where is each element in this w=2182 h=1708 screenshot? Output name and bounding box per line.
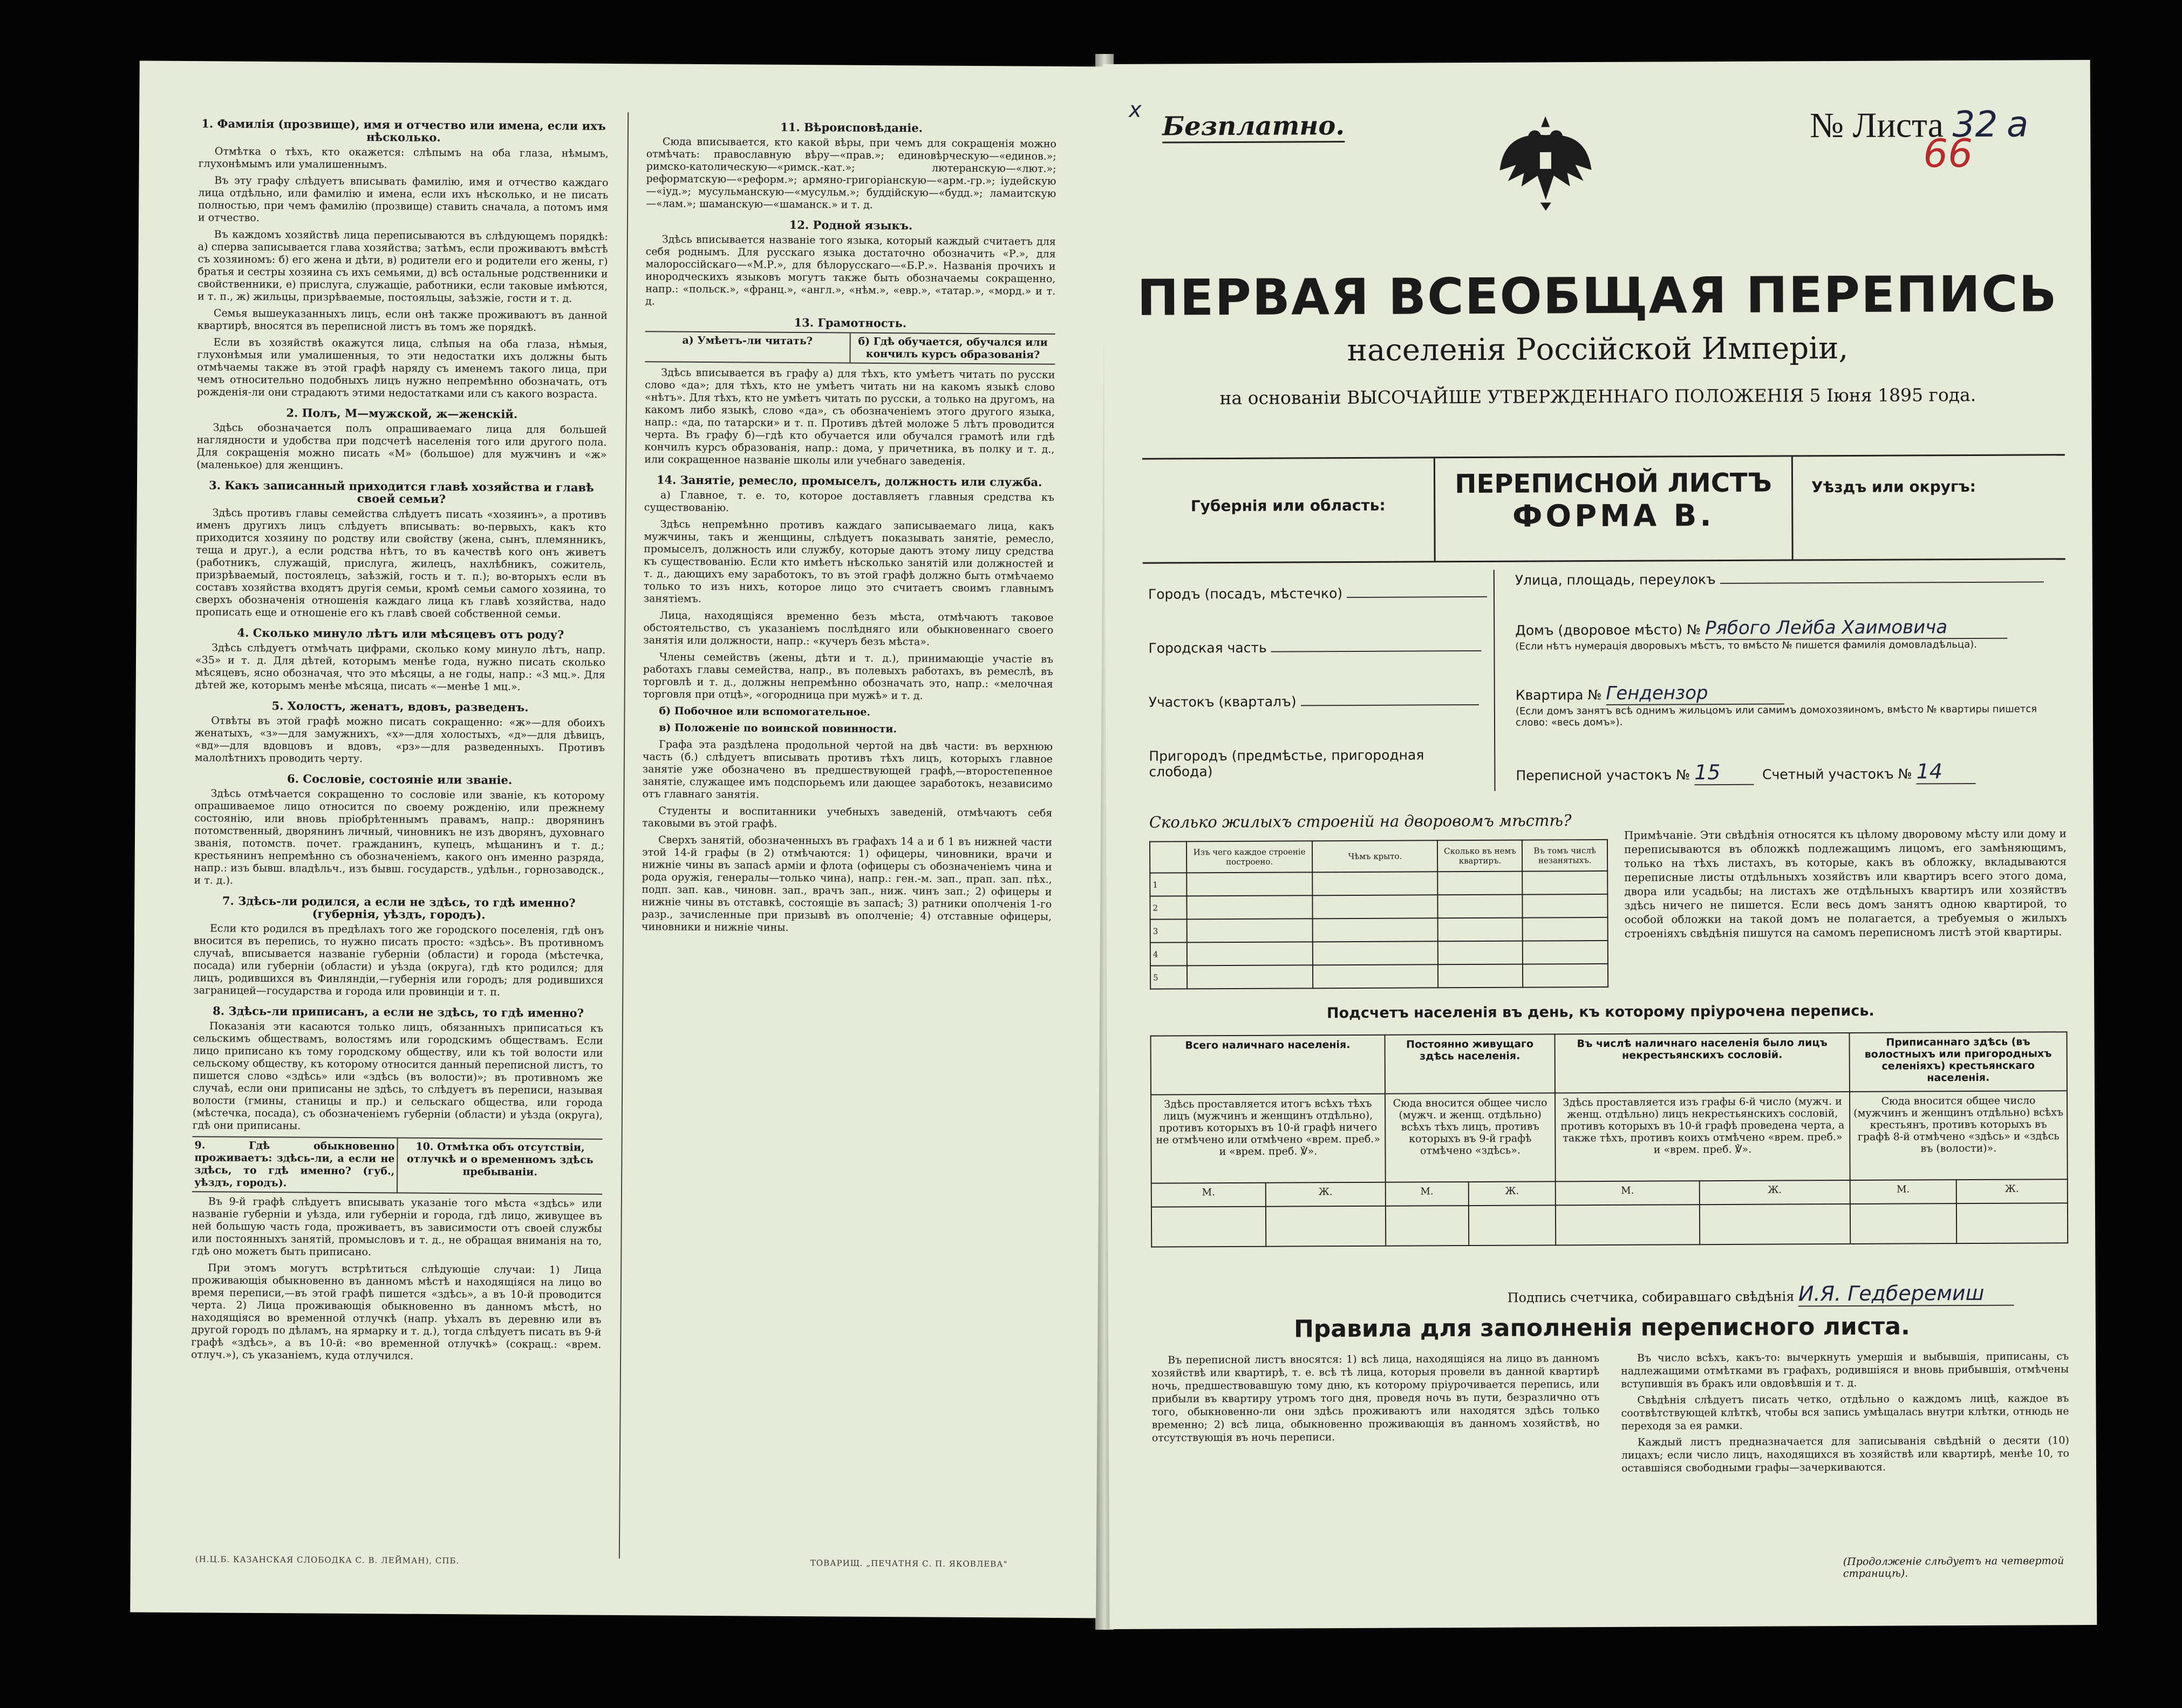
census-subtitle: населенія Россійской Имперіи,: [1347, 330, 1849, 369]
row-number: 3: [1150, 919, 1187, 942]
census-precinct-label: Переписной участокъ №: [1516, 767, 1690, 784]
item-7-heading: 7. Здѣсь-ли родился, а если не здѣсь, то гдѣ именно? (губернія, уѣздъ, городъ).: [222, 894, 576, 922]
province-label: Губернія или область:: [1190, 496, 1386, 515]
district-label: Уѣздъ или округъ:: [1811, 477, 1976, 496]
buildings-question: Сколько жилыхъ строеній на дворовомъ мѣстѣ?: [1149, 811, 1572, 832]
count-cell[interactable]: [1469, 1205, 1556, 1246]
table-cell[interactable]: [1187, 942, 1313, 965]
table-cell[interactable]: [1313, 895, 1438, 918]
street-field[interactable]: [1515, 570, 2044, 588]
count-cell[interactable]: [1850, 1203, 1956, 1244]
item-11-heading: 11. Вѣроисповѣданіе.: [780, 120, 923, 135]
city-label: Городъ (посадъ, мѣстечко): [1148, 586, 1343, 602]
census-title: ПЕРВАЯ ВСЕОБЩАЯ ПЕРЕПИСЬ: [1137, 265, 2058, 327]
table-cell[interactable]: [1523, 964, 1608, 988]
paragraph: Свѣдѣнія слѣдуетъ писать четко, отдѣльно о каждомъ лицѣ, каждое въ соотвѣтствующей клѣткѣ, чтобы вся запись умѣщалась внутри клѣтки, отнюдь не переходя за ея рамки.: [1621, 1392, 2069, 1432]
handwritten-x-mark: х: [1128, 97, 1142, 123]
female-label: Ж.: [1469, 1181, 1556, 1206]
paragraph: Здѣсь отмѣчается сокращенно то сословіе или званіе, къ которому опрашиваемое лицо относится по своему рожденію, или прежнему состоянію, или вновь пріобрѣтеннымъ правамъ, напр.: дворянинъ потомственный, дворянинъ личный, чиновникъ не изъ дворянъ, духовнаго званія, потомств. почет. гражданинъ, купецъ, мѣщанинъ и т. д.; крестьянинъ непремѣнно съ обозначеніемъ, какого онъ именно разряда, напр.: изъ бывш. владѣльч., изъ бывш. государств., удѣльн., горнозаводск., и т. д.).: [194, 787, 605, 887]
paragraph: Если въ хозяйствѣ окажутся лица, слѣпыя на оба глаза, нѣмыя, глухонѣмыя или умалишенныя, то эти недостатки ихъ должны быть отмѣчаемы также въ этой графѣ наряду съ именемъ такого лица, при чемъ относительно подобныхъ лицъ нужно непремѣнно обозначать, отъ рожденія-ли они страдаютъ этими недостатками или съ какого возраста.: [196, 336, 608, 400]
table-cell[interactable]: [1438, 964, 1523, 988]
count-header-peasant: Приписаннаго здѣсь (въ волостныхъ или пригородныхъ селеніяхъ) крестьянскаго населенія.: [1849, 1032, 2067, 1092]
paragraph: Здѣсь непремѣнно противъ каждаго записываемаго лица, какъ мужчины, такъ и женщины, слѣдуетъ показывать занятіе, ремесло, промыселъ, должность или службу, которые даютъ этому лицу средства къ существованію. Если кто имѣетъ нѣсколько занятій или должностей и т. д., дающихъ ему заработокъ, то въ этой графѣ должно быть отмѣчаемо только то изъ нихъ, которое лицо это считаетъ своимъ главнымъ занятіемъ.: [643, 518, 1054, 605]
census-precinct-field[interactable]: [1516, 759, 1975, 786]
form-title-box: [1434, 457, 1794, 561]
table-cell[interactable]: [1523, 941, 1608, 964]
paragraph: Въ эту графу слѣдуетъ вписывать фамилію, имя и отчество каждаго лица отдѣльно, или фамилію и имена, если ихъ нѣсколько, и не писать полностью, при чемъ фамилію (прозвище) ставить сначала, а потомъ имя и отчество.: [197, 174, 609, 224]
paragraph: Здѣсь вписывается названіе того языка, который каждый считаетъ для себя роднымъ. Для русскаго языка достаточно обозначить «Р.», для малороссійскаго—«М.Р.», для бѣлорусскаго—«Б.Р.». Названія прочихъ и инородческихъ языковъ могутъ также быть обозначаемы сокращенно, напр.: «польск.», «франц.», «англ.», «нѣм.», «евр.», «татар.», «морд.» и т. д.: [645, 233, 1056, 308]
table-cell[interactable]: [1438, 872, 1523, 895]
row-number: 5: [1150, 965, 1187, 989]
address-divider: [1494, 570, 1496, 791]
male-label: М.: [1850, 1180, 1956, 1204]
table-cell[interactable]: [1522, 871, 1607, 895]
rules-column-2: [1621, 1350, 2069, 1478]
item-1-subtext: Отмѣтка о тѣхъ, кто окажется: слѣпымъ на оба глаза, нѣмымъ, глухонѣмымъ или умалишеннымъ.: [198, 145, 609, 171]
paragraph: б) Побочное или вспомогательное.: [659, 705, 871, 718]
count-precinct-label: Счетный участокъ №: [1762, 766, 1912, 782]
item-14-heading: 14. Занятіе, ремесло, промыселъ, должность или служба.: [656, 473, 1042, 489]
form-header-box: [1142, 454, 2065, 563]
item-12-heading: 12. Родной языкъ.: [789, 217, 913, 233]
female-label: Ж.: [1700, 1180, 1850, 1205]
paragraph: Каждый листъ предназначается для записыванія свѣдѣній о десяти (10) лицахъ; если число лицъ, находящихся въ хозяйствѣ или квартирѣ, менѣе 10, то оставшіяся свободными графы—зачеркиваются.: [1621, 1434, 2069, 1474]
paragraph: Сюда вписывается, кто какой вѣры, при чемъ для сокращенія можно отмѣчать: православную вѣру—«прав.»; единовѣрческую—«единов.»; римско-католическую—«римск.-кат.»; лютеранскую—«лют.»; реформатскую—«реформ.»; армяно-григоріанскую—«арм.-гр.»; іудейскую—«іуд.»; мусульманскую—«мусульм.»; буддійскую—«будд.»; ламаитскую—«лам.»; шаманскую—«шаманск.» и т. д.: [646, 135, 1056, 211]
census-decree-line: на основаніи ВЫСОЧАЙШЕ УТВЕРЖДЕННАГО ПОЛОЖЕНІЯ 5 Іюня 1895 года.: [1219, 384, 1976, 409]
item-9-heading: 9. Гдѣ обыкновенно проживаетъ: здѣсь-ли, а если не здѣсь, то гдѣ именно? (губ., уѣздъ, городъ).: [192, 1137, 398, 1192]
table-row: [1150, 894, 1607, 920]
count-precinct-value: 14: [1917, 759, 1976, 784]
table-cell[interactable]: [1187, 918, 1313, 942]
city-part-label: Городская часть: [1148, 639, 1267, 656]
female-label: Ж.: [1266, 1182, 1386, 1207]
item-13a-label: а) Умѣетъ-ли читать?: [645, 332, 850, 362]
table-row: [1150, 964, 1608, 989]
table-cell[interactable]: [1313, 918, 1438, 942]
item-1-heading: 1. Фамилія (прозвище), имя и отчество или имена, если ихъ нѣсколько.: [201, 117, 606, 144]
paragraph: Въ переписной листъ вносятся: 1) всѣ лица, находящіяся на лицо въ данномъ хозяйствѣ или квартирѣ, т. е. всѣ тѣ лица, которыя провели въ данной квартирѣ ночь, предшествовавшую тому дню, къ которому пріурочивается перепись, или прибыли въ квартиру утромъ того дня, проведя ночь въ пути, безразлично отъ того, обыкновенно-ли они здѣсь проживаютъ или находятся здѣсь только временно; 2) всѣ лица, обыкновенно проживающія въ данномъ хозяйствѣ, но отсутствующія въ ночь переписи.: [1151, 1352, 1600, 1444]
rules-column-1: [1151, 1352, 1600, 1448]
count-header-non-peasant: Въ числѣ наличнаго населенія было лицъ некрестьянскихъ сословій.: [1555, 1033, 1850, 1093]
rules-title: Правила для заполненія переписного листа.: [1293, 1312, 1910, 1343]
item-13b-label: б) Гдѣ обучается, обучался или кончилъ курсъ образованія?: [858, 335, 1048, 361]
item-13-heading: 13. Грамотность.: [794, 315, 907, 330]
buildings-header-apartments: Сколько въ немъ квартиръ.: [1437, 840, 1522, 872]
paragraph: Члены семействъ (жены, дѣти и т. д.), принимающіе участіе въ работахъ главы семейства, напр., въ полевыхъ работахъ, въ ремеслѣ, въ торговлѣ и т. д., должны непремѣнно обозначать это, напр.: «мелочная торговля при отцѣ», «огородница при мужѣ» и т. д.: [643, 651, 1054, 702]
count-header-total: Всего наличнаго населенія.: [1151, 1035, 1385, 1095]
item-6-heading: 6. Сословіе, состояніе или званіе.: [287, 772, 513, 787]
table-cell[interactable]: [1187, 872, 1313, 896]
paragraph: Въ каждомъ хозяйствѣ лица переписываются въ слѣдующемъ порядкѣ: а) сперва записывается глава хозяйства; затѣмъ, если проживаютъ вмѣстѣ съ хозяиномъ: б) его жена и дѣти, в) родители его и родители его жены, г) братья и сестры хозяина съ ихъ семьями, д) всѣ остальные родственники и свойственники, е) прислуга, служащіе, работники, если таковые имѣются, и т. п., ж) жильцы, призрѣваемые, постояльцы, заѣзжіе, гости и т. д.: [197, 228, 608, 305]
male-label: М.: [1385, 1182, 1468, 1206]
paragraph: Семья вышеуказанныхъ лицъ, если онѣ также проживаютъ въ данной квартирѣ, вносятся въ переписной листъ въ томъ же порядкѣ.: [197, 307, 608, 334]
precinct-label: Участокъ (кварталъ): [1148, 693, 1297, 710]
apartment-value: Гендензор: [1606, 682, 1784, 705]
count-cell[interactable]: [1956, 1203, 2068, 1243]
item-10-heading: 10. Отмѣтка объ отсутствіи, отлучкѣ и о временномъ здѣсь пребываніи.: [407, 1140, 594, 1179]
row-number: 1: [1150, 873, 1187, 896]
paragraph: Здѣсь вписывается въ графу а) для тѣхъ, кто умѣетъ читать по русски слово «да»; для тѣхъ, кто не умѣетъ читать ни на какомъ языкѣ слово «нѣтъ». Для тѣхъ, кто не умѣетъ читать по русски, а только на другомъ, на какомъ либо языкѣ, слово «да», съ обозначеніемъ этого другого языка, напр.: «да, по татарски» и т. п. Противъ дѣтей моложе 5 лѣтъ проводится черта. Въ графу б)—гдѣ кто обучается или обучался грамотѣ или гдѣ кончилъ курсъ образованія, напр.: дома, у причетника, въ полку и т. д., или сокращенное названіе школы или учебнаго заведенія.: [644, 366, 1055, 467]
city-field[interactable]: [1148, 585, 1487, 602]
printer-footer-left: (Н.Ц.Б. КАЗАНСКАЯ СЛОБОДКА С. В. ЛЕЙМАН), СПБ.: [195, 1554, 460, 1566]
paragraph: Графа эта раздѣлена продольной чертой на двѣ части: въ верхнюю часть (б.) слѣдуетъ вписывать противъ тѣхъ лицъ, которыхъ главное занятіе уже обозначено въ предшествующей графѣ,—второстепенное занятіе, служащее имъ подспорьемъ или дающее заработокъ, независимо отъ главнаго занятія.: [642, 738, 1053, 801]
paragraph: а) Главное, т. е. то, которое доставляетъ главныя средства къ существованію.: [644, 489, 1054, 514]
house-note: (Если нѣтъ нумерація дворовыхъ мѣстъ, то вмѣсто № пишется фамилія домовладѣльца).: [1515, 638, 1978, 652]
paragraph: Лица, находящіяся временно безъ мѣста, отмѣчаютъ таковое обстоятельство, съ указаніемъ послѣдняго или обыкновеннаго своего занятія или должности, напр.: «кучеръ безъ мѣста».: [643, 609, 1054, 648]
paragraph: Въ 9-й графѣ слѣдуетъ вписывать указаніе того мѣста «здѣсь» или названіе губерніи и уѣзда, или губерніи и города, гдѣ лицо, живущее въ ней большую часть года, проживаетъ, въ зависимости отъ своей службы или постоянныхъ занятій, промысловъ и т. д., не обращая вниманія на то, гдѣ оно можетъ быть приписано.: [192, 1195, 602, 1258]
male-label: М.: [1151, 1183, 1266, 1207]
precinct-field[interactable]: [1149, 693, 1479, 710]
imperial-eagle-emblem-icon: [1491, 105, 1600, 214]
population-count-table: [1150, 1031, 2069, 1247]
count-desc-non-peasant: Здѣсь проставляется изъ графы 6-й число (мужч. и женщ. отдѣльно) лицъ некрестьянскихъ сословій, противъ которыхъ въ 10-й графѣ проведена черта, а также тѣхъ, противъ коихъ отмѣчено «врем. преб.» и «врем. преб. ℣».: [1555, 1092, 1850, 1181]
signature-value: И.Я. Гедберемиш: [1798, 1281, 2014, 1307]
table-row: [1150, 871, 1607, 896]
signature-label: Подпись счетчика, собиравшаго свѣдѣнія: [1507, 1289, 1795, 1305]
sheet-number-label: № Листа: [1810, 105, 1944, 146]
paragraph: Студенты и воспитанники учебныхъ заведеній, отмѣчаютъ себя таковыми въ этой графѣ.: [642, 805, 1053, 830]
street-label: Улица, площадь, переулокъ: [1515, 571, 1716, 588]
male-label: М.: [1556, 1181, 1700, 1205]
table-cell[interactable]: [1438, 941, 1523, 965]
count-desc-resident: Сюда вносится общее число (мужч. и женщ. отдѣльно) всѣхъ тѣхъ лицъ, противъ которыхъ въ 9-й графѣ отмѣчено «здѣсь».: [1385, 1093, 1556, 1182]
paragraph: Показанія эти касаются только лицъ, обязанныхъ приписаться къ сельскимъ обществамъ, волостямъ или городскимъ обществамъ. Если лицо приписано къ тому городскому обществу, или къ той волости или сельскому обществу, къ которому относится данный переписной листъ, то пишется слово «здѣсь» или «здѣсь (въ волости)»; въ противномъ же случаѣ, если они приписаны не здѣсь, то слѣдуетъ въ переписи, называя волости (гмины, станицы и пр.) и сельскаго общества, или города (мѣстечка, посада), съ обозначеніемъ губерніи (области) и уѣзда (округа), гдѣ они приписаны.: [192, 1020, 603, 1132]
table-row: [1150, 941, 1608, 966]
table-cell[interactable]: [1438, 918, 1523, 942]
item-8-heading: 8. Здѣсь-ли приписанъ, а если не здѣсь, то гдѣ именно?: [213, 1004, 584, 1020]
buildings-header-roof: Чѣмъ крыто.: [1312, 840, 1437, 872]
apartment-field[interactable]: [1516, 681, 2055, 728]
row-number: 2: [1150, 896, 1187, 919]
female-label: Ж.: [1956, 1179, 2067, 1203]
form-type: ФОРМА В.: [1512, 498, 1715, 534]
free-label: Безплатно.: [1162, 111, 1345, 143]
instructions-column-1: [191, 110, 609, 1368]
continuation-note: (Продолженіе слѣдуетъ на четвертой страницѣ).: [1843, 1555, 2064, 1580]
paragraph: При этомъ могутъ встрѣтиться слѣдующіе случаи: 1) Лица проживающія обыкновенно въ данномъ мѣстѣ и находящіяся на лицо во время переписи,—въ этой графѣ пишется «здѣсь», а въ 10-й проводится черта. 2) Лица проживающія обыкновенно въ данномъ мѣстѣ, но находящіяся во временной отлучкѣ (напр. уѣхалъ въ деревню или въ другой городъ по дѣламъ, на ярмарку и т. д.), тогда слѣдуетъ писать въ 9-й графѣ «здѣсь», а въ 10-й: «во временной отлучкѣ» (сокращ.: «врем. отлуч.»), съ указаніемъ, куда отлучился.: [191, 1262, 602, 1362]
paragraph: Отвѣты въ этой графѣ можно писать сокращенно: «ж»—для обоихъ женатыхъ, «з»—для замужнихъ, «х»—для холостыхъ, «д»—для дѣвицъ, «вд»—для вдовцовъ и вдовъ, «рз»—для разведенныхъ. Противъ малолѣтнихъ проводить черту.: [194, 714, 605, 765]
instructions-column-2: [642, 112, 1056, 940]
table-cell[interactable]: [1313, 941, 1438, 965]
count-cell[interactable]: [1266, 1206, 1386, 1247]
buildings-header-vacant: Въ томъ числѣ незанятыхъ.: [1522, 840, 1607, 872]
count-cell[interactable]: [1556, 1205, 1700, 1245]
count-desc-total: Здѣсь проставляется итогъ всѣхъ тѣхъ лицъ (мужчинъ и женщинъ отдѣльно), противъ которыхъ въ 10-й графѣ ничего не отмѣчено или отмѣчено «врем. преб.» и «врем. преб. ℣».: [1151, 1094, 1385, 1183]
apartment-note: (Если домъ занятъ всѣ однимъ жильцомъ или самимъ домохозяиномъ, вмѣсто № квартиры пишется слово: «весь домъ»).: [1515, 703, 2037, 729]
left-page-instructions: [130, 61, 1106, 1618]
paragraph: Въ число всѣхъ, какъ-то: вычеркнуть умершія и выбывшія, приписаны, съ надлежащими отмѣтками въ графахъ, родившіяся и вновь прибывшія, отмѣчены вступившія въ бракъ или овдовѣвшія и т. д.: [1621, 1350, 2069, 1390]
right-page-census-form: [1103, 60, 2097, 1629]
count-cell[interactable]: [1151, 1207, 1266, 1247]
paragraph: Здѣсь слѣдуетъ отмѣчать цифрами, сколько кому минуло лѣтъ, напр. «35» и т. д. Для дѣтей, которымъ менѣе года, нужно писать сколько мѣсяцевъ, ясно обозначая, что это мѣсяцы, а не годы, напр.: «3 мц.». Для дѣтей же, которымъ менѣе мѣсяца, писать «—менѣе 1 мц.».: [195, 642, 606, 693]
item-4-heading: 4. Сколько минуло лѣтъ или мѣсяцевъ отъ роду?: [237, 625, 564, 642]
count-desc-peasant: Сюда вносится общее число (мужчинъ и женщинъ отдѣльно) всѣхъ крестьянъ, противъ которыхъ въ графѣ 8-й отмѣчено «здѣсь» и «здѣсь въ (волости)».: [1850, 1091, 2068, 1180]
sheet-number-suffix: а: [2006, 103, 2029, 145]
census-precinct-value: 15: [1694, 760, 1754, 785]
item-3-heading: 3. Какъ записанный приходится главѣ хозяйства и главѣ своей семьи?: [209, 478, 594, 506]
printer-footer-right: ТОВАРИЩ. „ПЕЧАТНЯ С. П. ЯКОВЛЕВА": [810, 1558, 1008, 1569]
apartment-label: Квартира №: [1515, 686, 1602, 703]
row-number: 4: [1150, 942, 1187, 965]
suburb-label: Пригородъ (предмѣстье, пригородная слобода): [1149, 747, 1424, 780]
item-2-heading: 2. Полъ, М—мужской, ж—женскій.: [286, 406, 518, 421]
suburb-field[interactable]: [1149, 747, 1489, 780]
paragraph: Здѣсь противъ главы семейства слѣдуетъ писать «хозяинъ», а противъ именъ другихъ лицъ слѣдуетъ вписывать: во-первыхъ, какъ кто приходится хозяину по родству или свойству (жена, сынъ, племянникъ, теща и друг.), а если родства нѣтъ, то въ качествѣ кого онъ живетъ (работникъ, служащій, прислуга, жилецъ, нахлѣбникъ, сожитель, призрѣваемый, постоялецъ, заѣзжій, гость и т. п.); во-вторыхъ если въ составъ хозяйства входятъ другія семьи, кромѣ семьи самого хозяина, то сверхъ обозначенія отношенія каждаго лица къ главѣ хозяйства, надо прописать еще и отношеніе его къ главѣ своей собственной семьи.: [195, 507, 606, 621]
table-cell[interactable]: [1187, 895, 1313, 919]
buildings-header-material: Изъ чего каждое строеніе построено.: [1187, 841, 1313, 873]
house-field[interactable]: [1515, 616, 2055, 652]
population-count-title: Подсчетъ населенія въ день, къ которому пріурочена перепись.: [1326, 1002, 1874, 1022]
enumerator-signature[interactable]: [1508, 1281, 2015, 1308]
paragraph: Если кто родился въ предѣлахъ того же городского поселенія, гдѣ онъ вносится въ перепись, то нужно писать просто: «здѣсь». Въ противномъ случаѣ, вписывается названіе губерніи (области) и города (мѣстечка, посада) или губерніи (области) и уѣзда (округа), гдѣ кто родился; для лицъ, родившихся въ Финляндіи,—губернія или городъ; для родившихся заграницей—государства и города или провинціи и т. п.: [193, 922, 604, 998]
table-row: [1150, 917, 1608, 943]
form-title: ПЕРЕПИСНОЙ ЛИСТЪ: [1455, 467, 1772, 500]
table-cell[interactable]: [1438, 895, 1523, 918]
count-header-resident: Постоянно живущаго здѣсь населенія.: [1385, 1034, 1555, 1093]
table-cell[interactable]: [1313, 964, 1438, 988]
sheet-number: [1810, 104, 2029, 147]
buildings-note: Примѣчаніе. Эти свѣдѣнія относятся къ цѣлому дворовому мѣсту или дому и переписываются въ обложкѣ подлежащимъ лицомъ, его замѣняющимъ, только на тѣхъ листахъ, въ которые, какъ въ обложку, вкладываются переписные листы отдѣльныхъ хозяйствъ или квартиръ всего этого дома, двора или усадьбы; на листахъ же отдѣльныхъ квартиръ или хозяйствъ здѣсь ничего не пишется. Если весь домъ занятъ одною квартирой, то особой обложки на такой домъ не полагается, а требуемыя о жилыхъ строеніяхъ свѣдѣнія пишутся на самомъ переписномъ листѣ этой квартиры.: [1624, 827, 2067, 940]
table-cell[interactable]: [1523, 894, 1608, 918]
count-cell[interactable]: [1700, 1204, 1850, 1244]
paragraph: Здѣсь обозначается полъ опрашиваемаго лица для большей наглядности и удобства при подсчетѣ населенія того или другого пола. Для сокращенія можно писать «М» (большое) для мужчинъ и «ж» (маленькое) для женщинъ.: [196, 421, 607, 472]
paragraph: в) Положеніе по воинской повинности.: [659, 722, 897, 736]
table-cell[interactable]: [1523, 917, 1608, 941]
table-cell[interactable]: [1187, 965, 1313, 989]
table-cell[interactable]: [1313, 872, 1438, 895]
paragraph: Сверхъ занятій, обозначенныхъ въ графахъ 14 а и б 1 въ нижней части этой 14-й графы (в 2) отмѣчаются: 1) офицеры, чиновники, врачи и нижніе чины въ запасѣ арміи и флота (офицеры съ обозначеніемъ чина и рода оружія, генералы—только чина), напр.: ген.-м. зап., прап. зап. пѣх., подп. зап. кав., чиновн. зап., врачъ зап., ниж. чинъ зап.; 2) офицеры и нижніе чины въ отставкѣ, состоящіе въ запасѣ; 3) ратники ополченія 1-го разр., зачисленные при призывѣ въ ополченіе; 4) отставные офицеры, чиновники и нижніе чины.: [641, 834, 1053, 934]
count-cell[interactable]: [1386, 1206, 1469, 1246]
house-value: Рябого Лейба Хаимовича: [1705, 616, 2007, 640]
house-label: Домъ (дворовое мѣсто) №: [1515, 622, 1701, 638]
city-part-field[interactable]: [1148, 639, 1481, 656]
buildings-table: [1149, 839, 1608, 990]
item-5-heading: 5. Холостъ, женатъ, вдовъ, разведенъ.: [271, 699, 529, 714]
column-divider: [619, 112, 629, 1559]
red-handwritten-number: 66: [1923, 130, 1973, 176]
sheet-number-value: 32: [1952, 103, 1998, 146]
